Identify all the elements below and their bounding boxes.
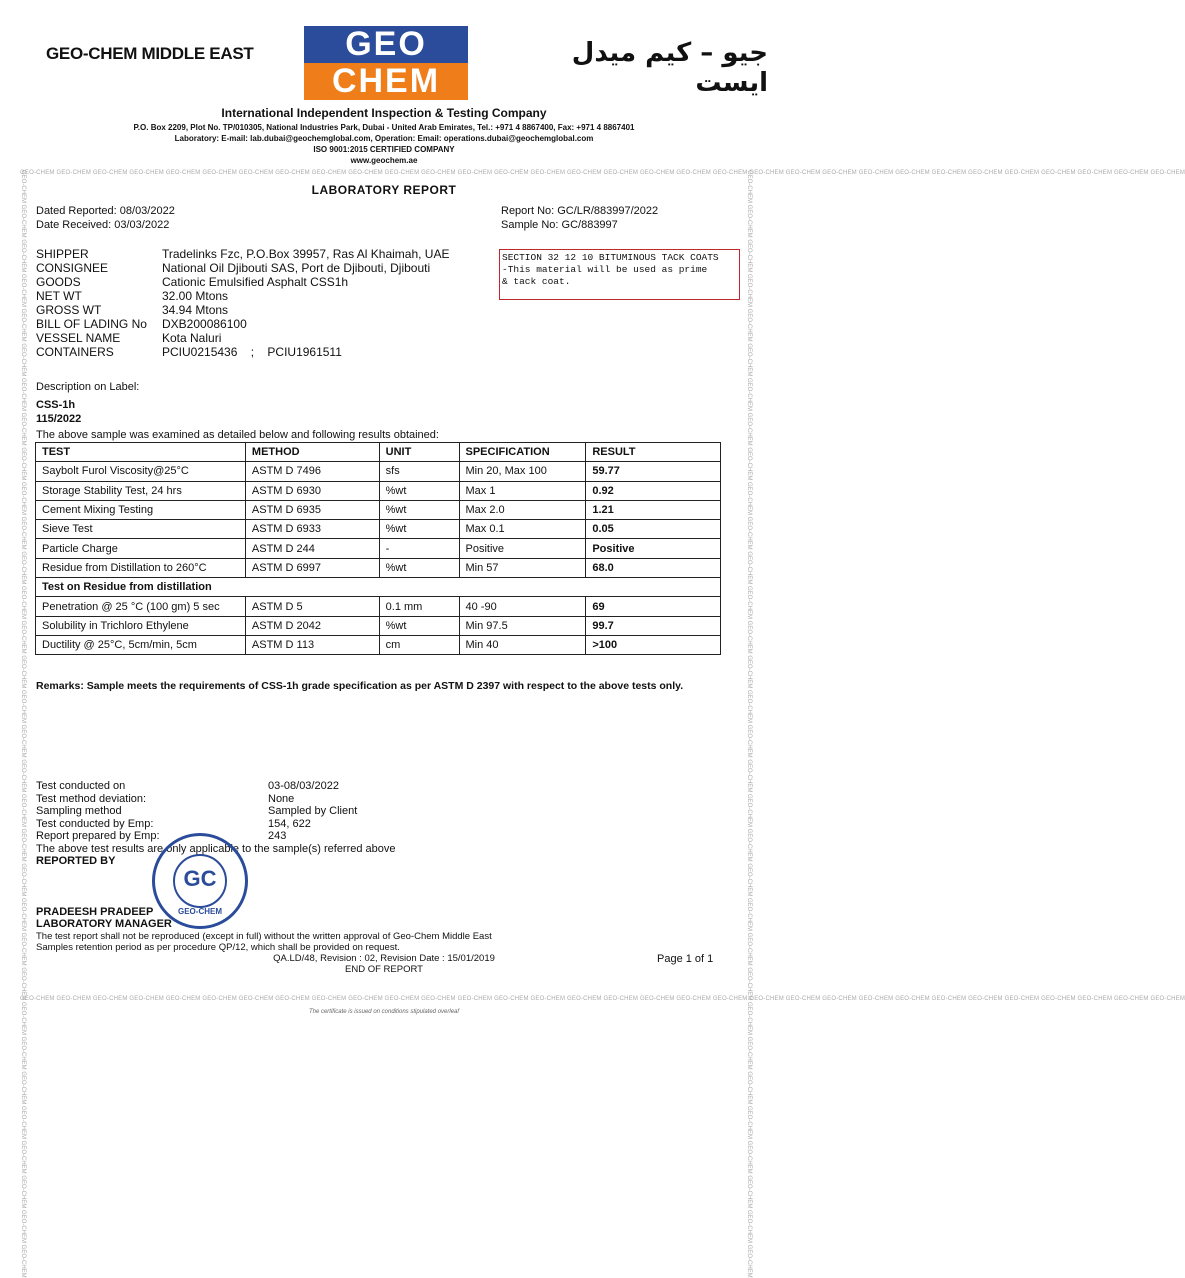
shipment-value: 32.00 Mtons — [162, 289, 229, 303]
cell-result: 1.21 — [586, 500, 721, 519]
cell-method: ASTM D 2042 — [245, 616, 379, 635]
watermark-left: GEO-CHEM GEO-CHEM GEO-CHEM GEO-CHEM GEO-CHEM GEO-CHEM GEO-CHEM GEO-CHEM GEO-CHEM GEO-CHEM GEO-CHEM GEO-CHEM GEO-CHEM GEO-CHEM GEO-CHEM GEO-CHEM GEO-CHEM GEO-CHEM GEO-CHEM GEO-CHEM GEO-CHEM GEO-CHEM GEO-CHEM GEO-CHEM GEO-CHEM GEO-CHEM GEO-CHEM GEO-CHEM GEO-CHEM GEO-CHEM GEO-CHEM GEO-CHEM — [20, 170, 26, 1278]
cell-result: Positive — [586, 539, 721, 558]
cell-method: ASTM D 113 — [245, 635, 379, 654]
end-of-report: END OF REPORT — [345, 964, 423, 975]
company-name-ar: جيو – كيم ميدل ايست — [571, 38, 768, 98]
cell-method: ASTM D 6935 — [245, 500, 379, 519]
detail-value: 243 — [268, 830, 287, 842]
cell-test: Penetration @ 25 °C (100 gm) 5 sec — [36, 597, 246, 616]
cell-unit: - — [379, 539, 459, 558]
report-title: LABORATORY REPORT — [311, 183, 457, 197]
cell-unit: %wt — [379, 558, 459, 577]
cell-spec: Max 0.1 — [459, 520, 586, 539]
cell-method: ASTM D 5 — [245, 597, 379, 616]
cell-spec: Min 40 — [459, 635, 586, 654]
table-row — [36, 558, 721, 577]
shipment-value: Cationic Emulsified Asphalt CSS1h — [162, 275, 349, 289]
cell-method: ASTM D 6933 — [245, 520, 379, 539]
cell-test: Solubility in Trichloro Ethylene — [36, 616, 246, 635]
cell-test: Storage Stability Test, 24 hrs — [36, 481, 246, 500]
logo-bottom-text: CHEM — [304, 63, 468, 100]
detail-row — [36, 818, 536, 831]
address: P.O. Box 2209, Plot No. TP/010305, National Industries Park, Dubai - United Arab Emirates, Tel.: +971 4 8867400, Fax: +971 4 8867401 — [133, 123, 635, 132]
bottom-note: The certificate is issued on conditions stipulated overleaf — [308, 1009, 460, 1015]
stamp-caption: GEO-CHEM — [178, 907, 222, 916]
annotation-line: SECTION 32 12 10 BITUMINOUS TACK COATS — [502, 252, 719, 263]
table-row — [36, 616, 721, 635]
shipment-label: BILL OF LADING No — [36, 317, 147, 331]
cell-result: 0.05 — [586, 520, 721, 539]
disclaimer-2: Samples retention period as per procedure QP/12, which shall be provided on request. — [36, 942, 400, 953]
company-stamp — [152, 833, 248, 929]
section-heading: Test on Residue from distillation — [36, 578, 721, 597]
detail-label: Test conducted by Emp: — [36, 817, 154, 830]
shipment-value: DXB200086100 — [162, 317, 247, 331]
signatory-name: PRADEESH PRADEEP — [36, 906, 154, 918]
shipment-label: CONSIGNEE — [36, 261, 109, 275]
cell-unit: sfs — [379, 462, 459, 481]
cell-test: Particle Charge — [36, 539, 246, 558]
cell-unit: %wt — [379, 520, 459, 539]
detail-row — [36, 780, 536, 793]
col-header-spec: SPECIFICATION — [459, 443, 586, 462]
cell-result: 59.77 — [586, 462, 721, 481]
table-row — [36, 597, 721, 616]
shipment-value: PCIU0215436 ; PCIU1961511 — [162, 345, 342, 359]
shipment-label: NET WT — [36, 289, 82, 303]
shipment-label: GROSS WT — [36, 303, 102, 317]
shipment-label: VESSEL NAME — [36, 331, 121, 345]
cell-method: ASTM D 244 — [245, 539, 379, 558]
detail-row — [36, 830, 536, 843]
col-header-method: METHOD — [245, 443, 379, 462]
table-section-row — [36, 578, 721, 597]
cell-unit: %wt — [379, 500, 459, 519]
signatory-role: LABORATORY MANAGER — [36, 918, 172, 930]
logo-top-text: GEO — [304, 26, 468, 63]
cell-result: 69 — [586, 597, 721, 616]
cell-unit: %wt — [379, 616, 459, 635]
annotation-line: -This material will be used as prime — [502, 264, 708, 275]
cell-result: 99.7 — [586, 616, 721, 635]
stamp-logo: GC — [173, 854, 227, 908]
results-table — [35, 442, 721, 655]
detail-label: Test conducted on — [36, 780, 126, 792]
cell-method: ASTM D 7496 — [245, 462, 379, 481]
table-row — [36, 635, 721, 654]
dated-reported: Dated Reported: 08/03/2022 — [36, 205, 175, 217]
detail-label: Report prepared by Emp: — [36, 830, 160, 842]
cell-spec: Min 97.5 — [459, 616, 586, 635]
cell-spec: 40 -90 — [459, 597, 586, 616]
report-no: Report No: GC/LR/883997/2022 — [501, 205, 659, 217]
page-number: Page 1 of 1 — [657, 953, 714, 965]
label-line-2: 115/2022 — [36, 413, 82, 425]
website: www.geochem.ae — [350, 156, 418, 165]
annotation-box — [499, 249, 740, 300]
cell-unit: 0.1 mm — [379, 597, 459, 616]
label-line-1: CSS-1h — [36, 399, 76, 411]
shipment-label: GOODS — [36, 275, 81, 289]
col-header-result: RESULT — [586, 443, 721, 462]
table-row — [36, 520, 721, 539]
detail-row — [36, 805, 536, 818]
table-row — [36, 462, 721, 481]
results-intro: The above sample was examined as detailed below and following results obtained: — [36, 429, 439, 441]
cell-method: ASTM D 6930 — [245, 481, 379, 500]
shipment-value: Tradelinks Fzc, P.O.Box 39957, Ras Al Khaimah, UAE — [162, 247, 450, 261]
annotation-line: & tack coat. — [502, 276, 571, 287]
revision-info: QA.LD/48, Revision : 02, Revision Date : 15/01/2019 — [273, 953, 495, 964]
reported-by: REPORTED BY — [36, 855, 116, 867]
table-row — [36, 539, 721, 558]
detail-row — [36, 793, 536, 806]
cell-unit: cm — [379, 635, 459, 654]
shipment-label: SHIPPER — [36, 247, 89, 261]
cell-result: >100 — [586, 635, 721, 654]
tagline: International Independent Inspection & Testing Company — [221, 106, 547, 120]
sample-no: Sample No: GC/883997 — [501, 219, 618, 231]
company-name-en: GEO-CHEM MIDDLE EAST — [46, 44, 254, 63]
cell-result: 68.0 — [586, 558, 721, 577]
table-header-row — [36, 443, 721, 462]
cell-unit: %wt — [379, 481, 459, 500]
cell-test: Sieve Test — [36, 520, 246, 539]
shipment-value: National Oil Djibouti SAS, Port de Djibouti, Djibouti — [162, 261, 431, 275]
detail-label: Test method deviation: — [36, 792, 147, 805]
applicable-note: The above test results are only applicable to the sample(s) referred above — [36, 843, 396, 855]
shipment-label: CONTAINERS — [36, 345, 114, 359]
cell-spec: Max 2.0 — [459, 500, 586, 519]
disclaimer-1: The test report shall not be reproduced (except in full) without the written approval of Geo-Chem Middle East — [36, 931, 492, 942]
shipment-value: Kota Naluri — [162, 331, 222, 345]
cell-spec: Max 1 — [459, 481, 586, 500]
detail-value: Sampled by Client — [268, 805, 358, 817]
table-row — [36, 481, 721, 500]
watermark-top: GEO-CHEM GEO-CHEM GEO-CHEM GEO-CHEM GEO-CHEM GEO-CHEM GEO-CHEM GEO-CHEM GEO-CHEM GEO-CHEM GEO-CHEM GEO-CHEM GEO-CHEM GEO-CHEM GEO-CHEM GEO-CHEM GEO-CHEM GEO-CHEM GEO-CHEM GEO-CHEM GEO-CHEM GEO-CHEM GEO-CHEM GEO-CHEM GEO-CHEM GEO-CHEM GEO-CHEM GEO-CHEM GEO-CHEM GEO-CHEM GEO-CHEM GEO-CHEM — [20, 170, 1185, 176]
col-header-test: TEST — [36, 443, 246, 462]
cell-spec: Positive — [459, 539, 586, 558]
detail-value: 03-08/03/2022 — [268, 780, 339, 792]
contact-info: Laboratory: E-mail: lab.dubai@geochemglobal.com, Operation: Email: operations.dubai@geochemglobal.com — [174, 134, 594, 143]
detail-label: Sampling method — [36, 805, 122, 817]
label-heading: Description on Label: — [36, 381, 140, 393]
table-row — [36, 500, 721, 519]
cell-test: Residue from Distillation to 260°C — [36, 558, 246, 577]
cell-spec: Min 20, Max 100 — [459, 462, 586, 481]
shipment-value: 34.94 Mtons — [162, 303, 229, 317]
cell-result: 0.92 — [586, 481, 721, 500]
iso-cert: ISO 9001:2015 CERTIFIED COMPANY — [313, 145, 455, 154]
company-logo — [304, 26, 468, 100]
cell-method: ASTM D 6997 — [245, 558, 379, 577]
watermark-right: GEO-CHEM GEO-CHEM GEO-CHEM GEO-CHEM GEO-CHEM GEO-CHEM GEO-CHEM GEO-CHEM GEO-CHEM GEO-CHEM GEO-CHEM GEO-CHEM GEO-CHEM GEO-CHEM GEO-CHEM GEO-CHEM GEO-CHEM GEO-CHEM GEO-CHEM GEO-CHEM GEO-CHEM GEO-CHEM GEO-CHEM GEO-CHEM GEO-CHEM GEO-CHEM GEO-CHEM GEO-CHEM GEO-CHEM GEO-CHEM GEO-CHEM GEO-CHEM — [746, 170, 752, 1278]
remarks: Remarks: Sample meets the requirements of CSS-1h grade specification as per ASTM D 2397 with respect to the above tests only. — [36, 680, 684, 692]
detail-value: 154, 622 — [268, 817, 311, 830]
detail-value: None — [268, 792, 295, 805]
details-list — [36, 780, 536, 843]
cell-spec: Min 57 — [459, 558, 586, 577]
col-header-unit: UNIT — [379, 443, 459, 462]
cell-test: Ductility @ 25°C, 5cm/min, 5cm — [36, 635, 246, 654]
cell-test: Saybolt Furol Viscosity@25°C — [36, 462, 246, 481]
cell-test: Cement Mixing Testing — [36, 500, 246, 519]
date-received: Date Received: 03/03/2022 — [36, 219, 170, 231]
watermark-bottom: GEO-CHEM GEO-CHEM GEO-CHEM GEO-CHEM GEO-CHEM GEO-CHEM GEO-CHEM GEO-CHEM GEO-CHEM GEO-CHEM GEO-CHEM GEO-CHEM GEO-CHEM GEO-CHEM GEO-CHEM GEO-CHEM GEO-CHEM GEO-CHEM GEO-CHEM GEO-CHEM GEO-CHEM GEO-CHEM GEO-CHEM GEO-CHEM GEO-CHEM GEO-CHEM GEO-CHEM GEO-CHEM GEO-CHEM GEO-CHEM GEO-CHEM GEO-CHEM — [20, 996, 1185, 1002]
